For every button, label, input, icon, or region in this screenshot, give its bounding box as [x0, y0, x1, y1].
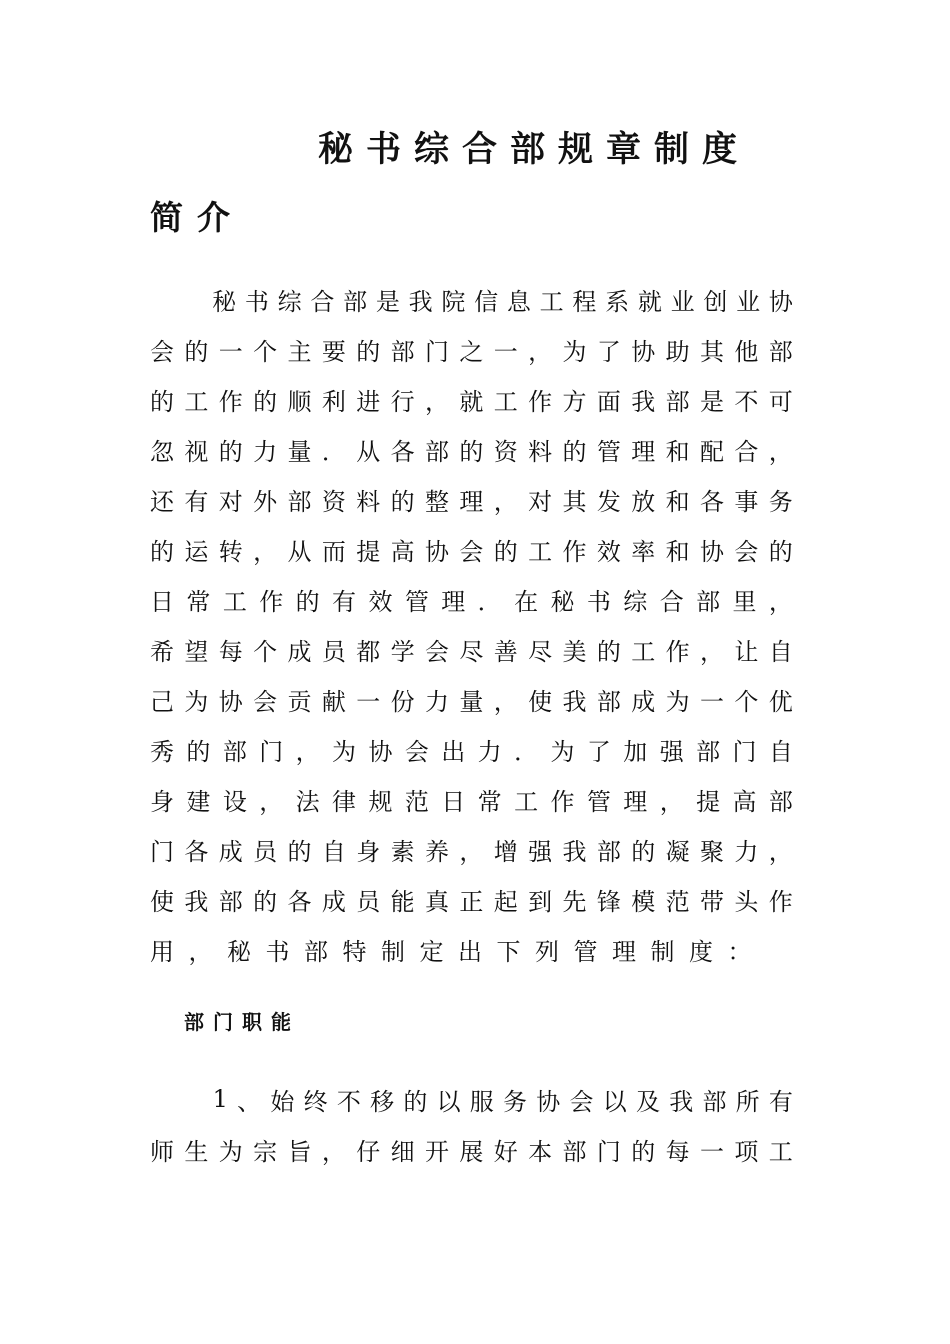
section-heading-functions: 部门职能 — [184, 1010, 300, 1034]
section-heading-intro: 简介 — [150, 198, 244, 237]
text-line: 希 望 每 个 成 员 都 学 会 尽 善 尽 美 的 工 作 ， 让 自 — [150, 637, 793, 666]
text-line: 己 为 协 会 贡 献 一 份 力 量 ， 使 我 部 成 为 一 个 优 — [150, 687, 793, 716]
text-line: 的 工 作 的 顺 利 进 行 ， 就 工 作 方 面 我 部 是 不 可 — [150, 387, 793, 416]
text-line: 使 我 部 的 各 成 员 能 真 正 起 到 先 锋 模 范 带 头 作 — [150, 887, 793, 916]
text-line: 忽 视 的 力 量 ． 从 各 部 的 资 料 的 管 理 和 配 合 ， — [150, 437, 793, 466]
text-line: 用 ， 秘 书 部 特 制 定 出 下 列 管 理 制 度 ： — [150, 937, 752, 966]
text-line: 身 建 设 ， 法 律 规 范 日 常 工 作 管 理 ， 提 高 部 — [150, 787, 793, 816]
text-line: 会 的 一 个 主 要 的 部 门 之 一 ， 为 了 协 助 其 他 部 — [150, 337, 793, 366]
text-line: 门 各 成 员 的 自 身 素 养 ， 增 强 我 部 的 凝 聚 力 ， — [150, 837, 793, 866]
text-line: 1 、 始 终 不 移 的 以 服 务 协 会 以 及 我 部 所 有 — [212, 1085, 793, 1116]
document-title: 秘书综合部规章制度 — [318, 129, 751, 170]
text-line: 秘 书 综 合 部 是 我 院 信 息 工 程 系 就 业 创 业 协 — [212, 287, 793, 316]
text-line: 日 常 工 作 的 有 效 管 理 ． 在 秘 书 综 合 部 里 ， — [150, 587, 793, 616]
function-item-1 — [150, 1074, 793, 1174]
text-line: 师 生 为 宗 旨 ， 仔 细 开 展 好 本 部 门 的 每 一 项 工 — [150, 1137, 793, 1166]
text-line: 还 有 对 外 部 资 料 的 整 理 ， 对 其 发 放 和 各 事 务 — [150, 487, 793, 516]
text-line: 的 运 转 ， 从 而 提 高 协 会 的 工 作 效 率 和 协 会 的 — [150, 537, 793, 566]
text-line: 秀 的 部 门 ， 为 协 会 出 力 ． 为 了 加 强 部 门 自 — [150, 737, 793, 766]
intro-paragraph — [150, 274, 793, 974]
